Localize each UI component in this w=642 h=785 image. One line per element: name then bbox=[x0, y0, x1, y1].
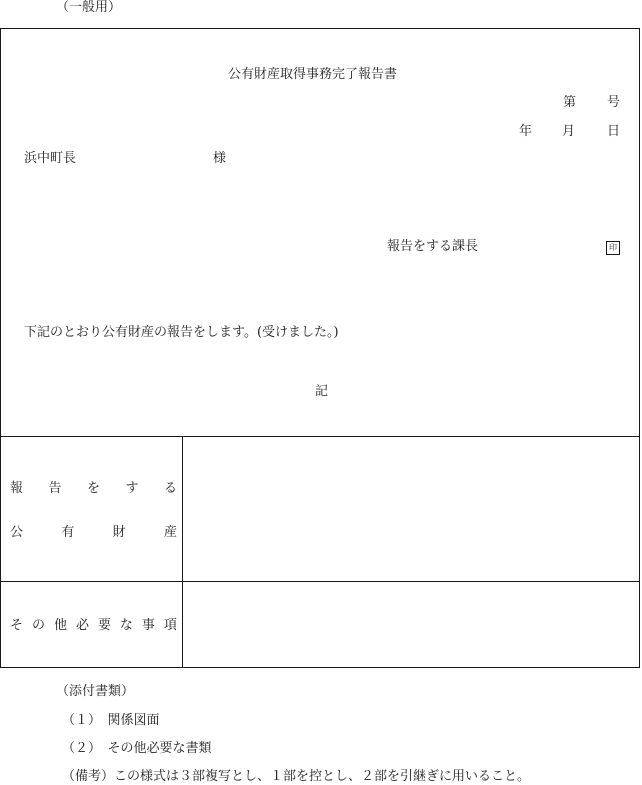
seal-icon: 印 bbox=[606, 241, 620, 255]
date-month: 月 bbox=[562, 124, 576, 139]
addressee-name: 浜中町長 bbox=[24, 151, 77, 166]
addressee-honorific: 様 bbox=[213, 151, 227, 166]
table-top-line bbox=[1, 436, 639, 437]
note-text: （備考）この様式は３部複写とし、１部を控とし、２部を引継ぎに用いること。 bbox=[62, 769, 531, 784]
statement-text: 下記のとおり公有財産の報告をします。(受けました。) bbox=[24, 325, 339, 340]
reporter-label: 報告をする課長 bbox=[387, 239, 479, 254]
date-day: 日 bbox=[607, 124, 621, 139]
row1-value-cell[interactable] bbox=[196, 449, 626, 567]
table-column-divider bbox=[182, 436, 183, 668]
form-type-label: （一般用） bbox=[56, 0, 122, 15]
date-year: 年 bbox=[519, 124, 533, 139]
row2-label: そ の 他 必 要 な 事 項 bbox=[10, 618, 177, 633]
report-title: 公有財産取得事務完了報告書 bbox=[228, 67, 398, 82]
attachment-item-1: （１） 関係図面 bbox=[62, 713, 160, 728]
seal-mark bbox=[606, 239, 620, 255]
attachments-heading: （添付書類） bbox=[56, 684, 135, 699]
report-form-frame bbox=[0, 28, 640, 668]
number-suffix: 号 bbox=[607, 95, 621, 110]
attachment-item-2: （２） その他必要な書類 bbox=[62, 741, 212, 756]
number-prefix: 第 bbox=[563, 95, 577, 110]
ki-label: 記 bbox=[315, 384, 329, 399]
row2-value-cell[interactable] bbox=[196, 594, 626, 656]
table-middle-line bbox=[1, 581, 639, 582]
row1-label-line2: 公 有 財 産 bbox=[10, 525, 177, 540]
row1-label-line1: 報 告 を す る bbox=[10, 481, 177, 496]
